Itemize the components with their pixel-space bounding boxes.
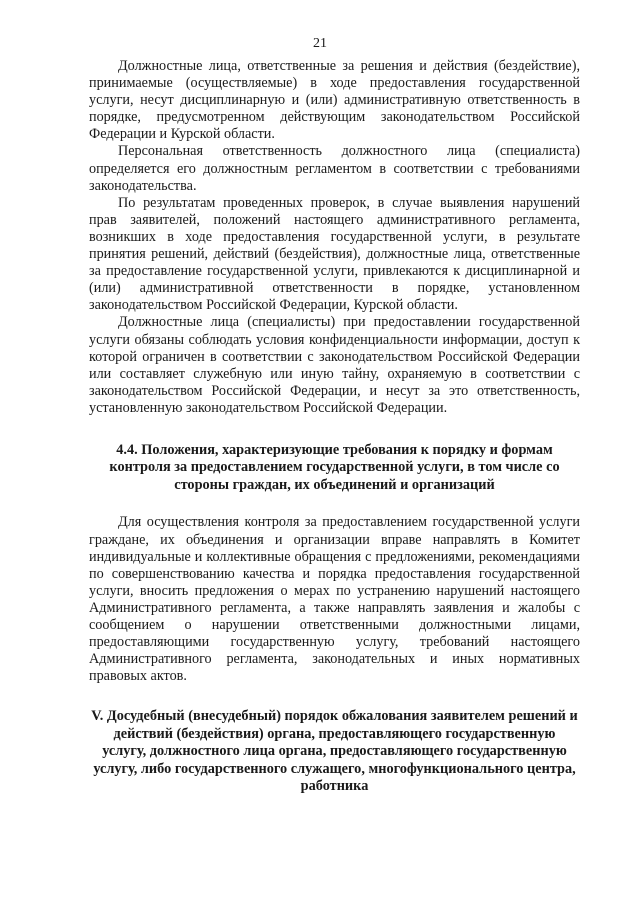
section-heading-v: V. Досудебный (внесудебный) порядок обжалования заявителем решений и действий (бездействия) органа, предоставляющего государственную услугу, должностного лица органа, предоставляющего государственную услугу, либо государственного служащего, многофункционального центра, работника (91, 708, 578, 795)
section-heading-4-4: 4.4. Положения, характеризующие требования к порядку и формам контроля за предоставлением государственной услуги, в том числе со стороны граждан, их объединений и организаций (109, 441, 560, 493)
paragraph-confidentiality: Должностные лица (специалисты) при предоставлении государственной услуги обязаны соблюдать условия конфиденциальности информации, доступ к которой ограничен в соответствии с законодательством Российской Федерации или составляет служебную или иную тайну, охраняемую в соответствии с законодательством Российской Федерации, и несут за это ответственность, установленную законодательством Российской Федерации. (89, 314, 580, 416)
page-number: 21 (313, 36, 327, 51)
paragraph-official-liability: Должностные лица, ответственные за решения и действия (бездействие), принимаемые (осуществляемые) в ходе предоставления государственной услуги, несут дисциплинарную и (или) административную ответственность в порядке, предусмотренном действующим законодательством Российской Федерации и Курской области. (89, 58, 580, 143)
paragraph-citizen-control: Для осуществления контроля за предоставлением государственной услуги граждане, их объединения и организации вправе направлять в Комитет индивидуальные и коллективные обращения с предложениями, рекомендациями по совершенствованию качества и порядка предоставления государственной услуги, вносить предложения о мерах по устранению нарушений настоящего Административного регламента, а также направлять заявления и жалобы с сообщением о нарушении ответственными должностными лицами, предоставляющими государственную услугу, требований настоящего Административного регламента, законодательных и иных нормативных правовых актов. (89, 514, 580, 685)
document-body (89, 58, 580, 796)
paragraph-personal-responsibility: Персональная ответственность должностного лица (специалиста) определяется его должностным регламентом в соответствии с требованиями законодательства. (89, 143, 580, 194)
paragraph-inspection-results: По результатам проведенных проверок, в случае выявления нарушений прав заявителей, положений настоящего административного регламента, возникших в ходе предоставления государственной услуги, в результате принятия решений, действий (бездействия), должностные лица, ответственные за предоставление государственной услуги, привлекаются к дисциплинарной и (или) административной ответственности в порядке, установленном законодательством Российской Федерации, Курской области. (89, 194, 580, 314)
